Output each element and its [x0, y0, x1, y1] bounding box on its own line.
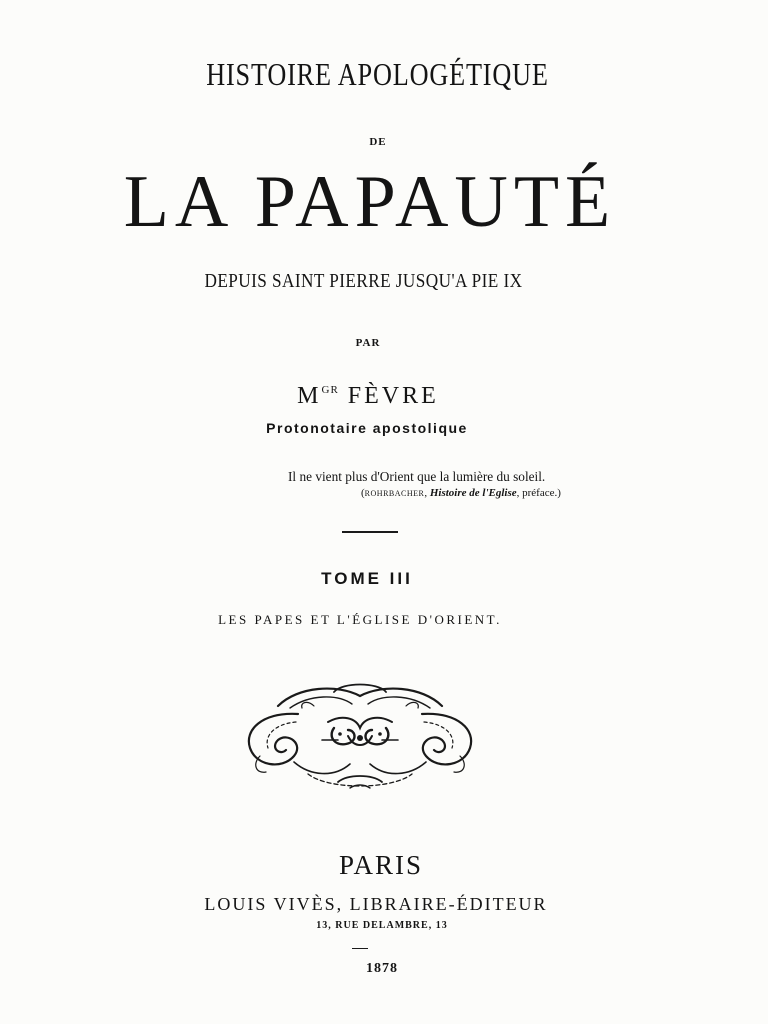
printers-ornament-icon — [238, 678, 482, 798]
main-title: LA PAPAUTÉ — [123, 161, 617, 243]
citation-work: Histoire de l'Eglise — [429, 487, 517, 499]
volume-subtitle: LES PAPES ET L'ÉGLISE D'ORIENT. — [218, 612, 502, 627]
author-prefix: M — [297, 383, 322, 409]
epigraph-citation — [361, 487, 561, 499]
volume-label: TOME III — [321, 569, 413, 588]
subtitle: DEPUIS SAINT PIERRE JUSQU'A PIE IX — [204, 270, 523, 292]
imprint-rule — [352, 948, 368, 949]
divider-rule — [342, 531, 398, 533]
by-label: PAR — [355, 337, 381, 349]
citation-sep: , — [424, 487, 430, 499]
author-role: Protonotaire apostolique — [266, 420, 468, 436]
title-top: HISTOIRE APOLOGÉTIQUE — [206, 56, 549, 92]
imprint-year: 1878 — [366, 961, 398, 976]
author — [0, 384, 752, 408]
author-sup: GR — [321, 384, 339, 396]
title-connector: DE — [369, 136, 387, 148]
imprint-city: PARIS — [338, 850, 424, 880]
citation-author: ROHRBACHER — [364, 489, 425, 498]
citation-open: ( — [361, 487, 365, 499]
epigraph: Il ne vient plus d'Orient que la lumière du soleil. — [288, 470, 546, 485]
author-name: FÈVRE — [347, 383, 439, 409]
imprint-address: 13, RUE DELAMBRE, 13 — [316, 920, 448, 931]
citation-rest: , préface.) — [516, 487, 561, 499]
imprint-publisher: LOUIS VIVÈS, LIBRAIRE-ÉDITEUR — [204, 894, 548, 914]
